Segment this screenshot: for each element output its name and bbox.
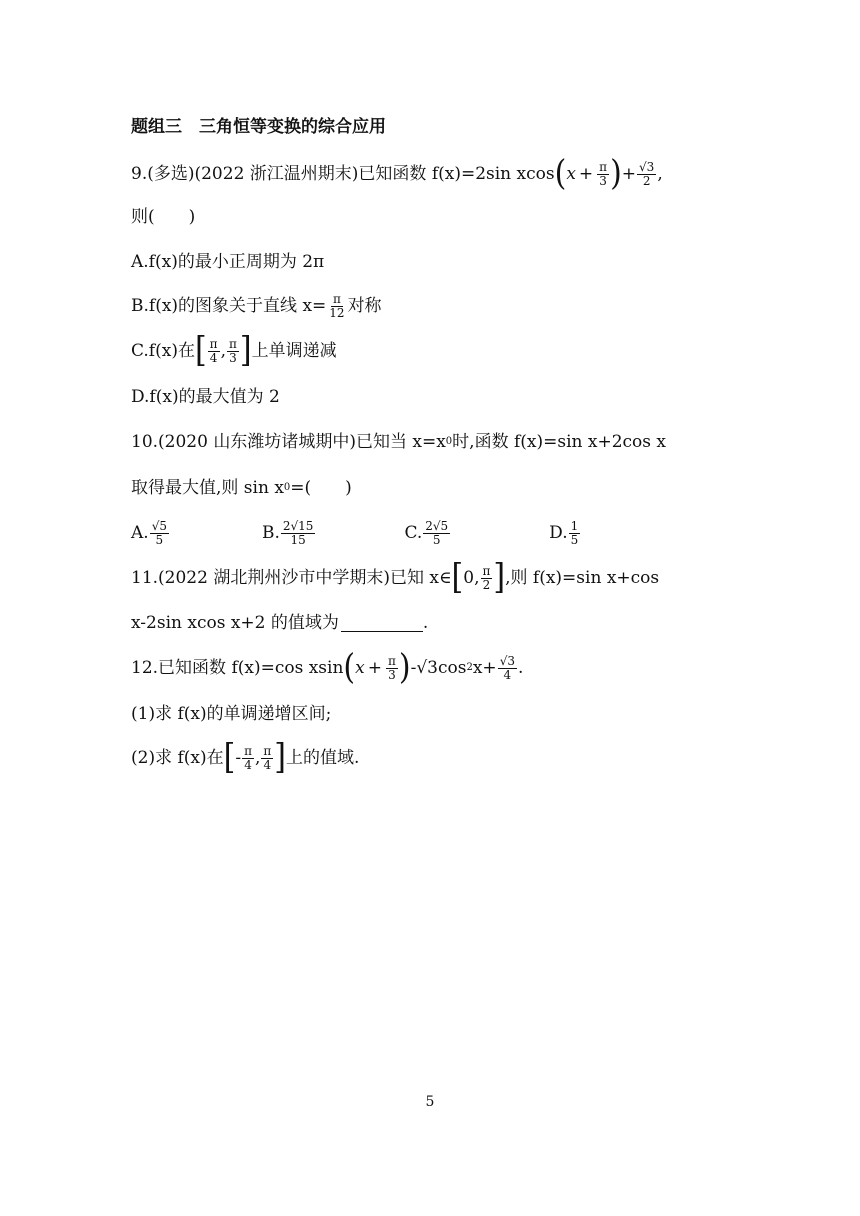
q9-arg-x: x [566,164,576,184]
question-10-stem [131,428,666,456]
q10-line2-post: =( ) [290,478,352,498]
paren-close: ) [610,153,622,194]
q10-line2-sub: 0 [283,482,291,493]
q11-line2: x-2sin xcos x+2 的值域为 [131,613,339,633]
bracket-open: [ [223,737,236,778]
frac-num: π [244,743,252,758]
frac-num: π [599,159,608,174]
frac-den: 4 [244,757,252,772]
option-c-text: C.f(x)在 [131,341,195,361]
bracket-open: [ [194,330,207,371]
frac-num: π [482,563,491,578]
minus-sign: - [235,748,242,768]
q9-plus: + [621,164,637,184]
option-c-post: 上单调递减 [251,341,337,361]
frac-den: 15 [290,532,306,547]
q9-prefix: 9.(多选)(2022 浙江温州期末)已知函数 f(x)=2sin xcos [131,164,555,184]
q10-line2-pre: 取得最大值,则 sin x [131,478,284,498]
q12-p2-frac-2 [261,745,273,772]
bracket-close: ] [239,330,252,371]
frac-den: 4 [209,350,218,365]
option-a-label: A. [131,523,149,543]
q11-end: . [422,613,429,633]
option-a-fraction [150,520,169,547]
q9-arg-plus: + [578,164,594,184]
question-11-line2 [131,609,428,637]
bracket-open: [ [451,557,464,598]
q11-pre: 11.(2022 湖北荆州沙市中学期末)已知 x∈ [131,568,452,588]
q11-fraction [481,565,493,592]
question-11-stem [131,557,660,598]
q9-fraction-sqrt3-2 [637,161,656,188]
q12-plus: + [367,658,382,678]
frac-num: √5 [151,518,167,533]
bracket-close: ] [274,737,287,778]
comma: , [255,748,261,768]
option-c-frac-1 [208,338,220,365]
option-c-label: C. [404,523,423,543]
q12-pre: 12.已知函数 f(x)=cos xsin [131,658,344,678]
option-b-label: B. [261,523,280,543]
paren-close: ) [398,647,411,688]
q12-p2-pre: (2)求 f(x)在 [131,748,224,768]
q12-p2-frac-1 [242,745,254,772]
option-d-fraction [569,520,581,547]
frac-den: 12 [329,305,345,320]
question-9-option-a: A.f(x)的最小正周期为 2π [131,252,325,272]
frac-num: 2√5 [425,518,449,533]
q12-x: x [355,658,365,678]
q9-end: , [657,164,663,184]
q12-end: . [517,658,524,678]
frac-den: 5 [155,532,164,547]
paren-open: ( [343,647,356,688]
frac-num: √3 [639,159,655,174]
question-12-part-2 [131,737,360,778]
question-9-option-d: D.f(x)的最大值为 2 [131,387,280,407]
frac-den: 3 [229,350,237,365]
option-c-fraction [423,520,450,547]
frac-num: 1 [570,518,579,533]
paren-open: ( [554,153,567,194]
question-9-line2: 则( ) [131,207,196,227]
question-12-part-1: (1)求 f(x)的单调递增区间; [131,704,332,724]
question-9-stem [131,153,663,194]
frac-num: π [332,291,341,306]
frac-den: 4 [503,667,512,682]
q10-pre: 10.(2020 山东潍坊诸城期中)已知当 x=x [131,432,446,452]
frac-den: 3 [388,667,396,682]
frac-den: 5 [432,532,441,547]
q12-fraction-pi-3 [386,655,398,682]
frac-den: 2 [482,577,491,592]
page-number: 5 [425,1094,435,1110]
q10-sub: 0 [445,436,453,447]
q11-zero: 0, [463,568,480,588]
section-title: 题组三 三角恒等变换的综合应用 [131,117,386,137]
q12-post: x+ [472,658,497,678]
frac-den: 5 [570,532,579,547]
frac-den: 2 [642,173,651,188]
frac-num: π [263,743,272,758]
option-b-post: 对称 [347,296,382,316]
frac-den: 3 [599,173,607,188]
option-d-label: D. [549,523,568,543]
question-10-line2 [131,474,352,502]
frac-num: π [209,336,218,351]
answer-blank [341,615,423,632]
q12-fraction-sqrt3-4 [498,655,517,682]
question-12-stem [131,647,524,688]
option-c-frac-2 [227,338,239,365]
frac-num: √3 [499,653,515,668]
q10-post: 时,函数 f(x)=sin x+2cos x [452,432,666,452]
option-b-fraction [281,520,316,547]
frac-den: 4 [263,757,272,772]
frac-num: 2√15 [282,518,314,533]
comma: , [220,341,226,361]
q12-sup: 2 [466,662,473,673]
q11-post: ,则 f(x)=sin x+cos [505,568,660,588]
frac-num: π [228,336,237,351]
question-9-option-c [131,330,337,371]
frac-num: π [387,653,396,668]
question-9-option-b [131,292,382,320]
q9-fraction-pi-3 [597,161,609,188]
q12-p2-post: 上的值域. [286,748,360,768]
q12-mid: -√3cos [410,658,467,678]
option-b-text: B.f(x)的图象关于直线 x= [131,296,327,316]
bracket-close: ] [493,557,506,598]
question-10-options [131,519,581,547]
option-b-fraction [327,293,346,320]
